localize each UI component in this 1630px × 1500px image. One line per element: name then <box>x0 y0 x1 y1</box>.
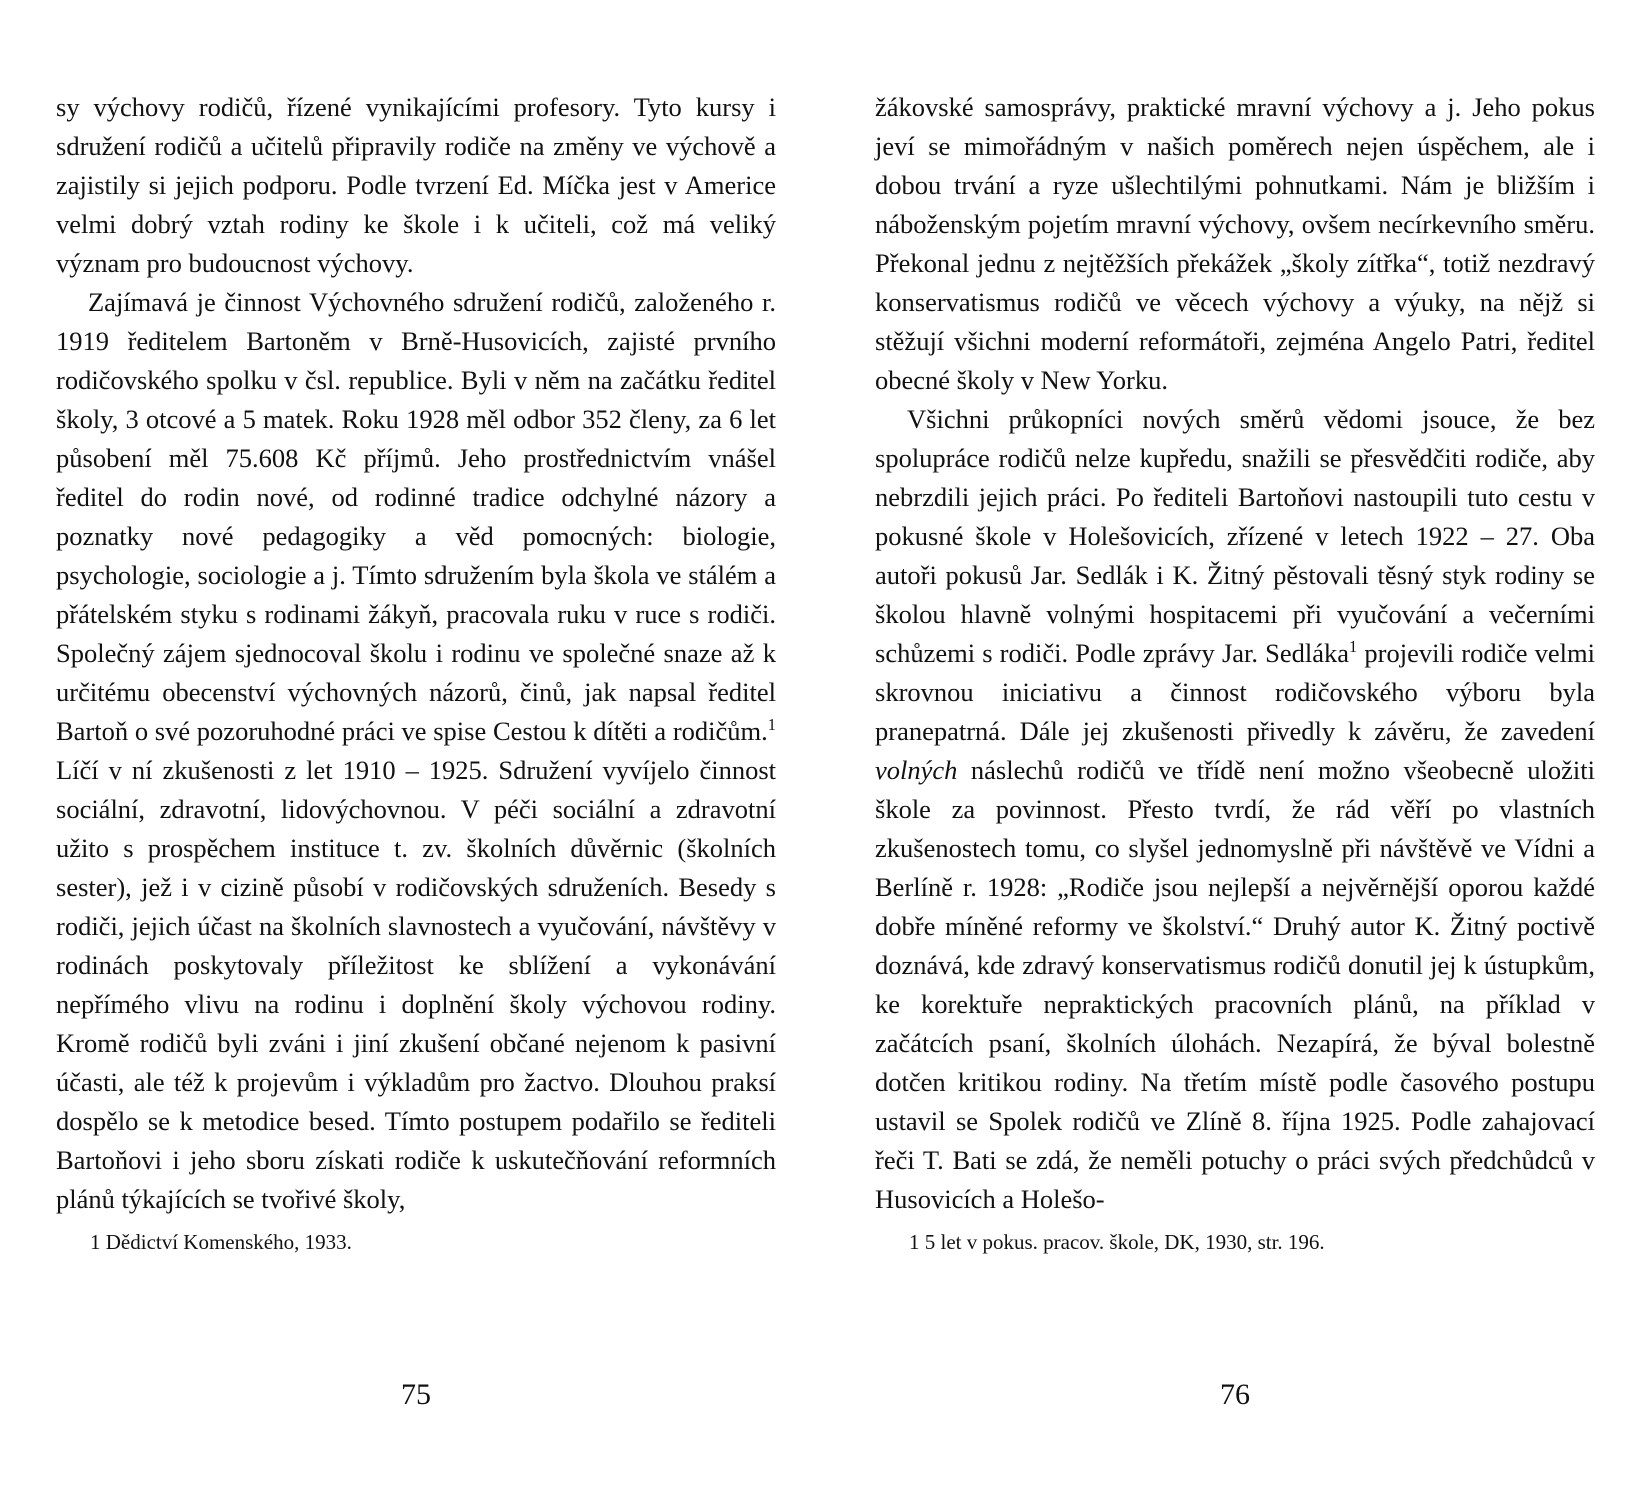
right-page-number: 76 <box>1220 1378 1250 1411</box>
left-page-number: 75 <box>401 1378 431 1411</box>
right-page <box>875 88 1595 1257</box>
right-page-body <box>875 88 1595 1219</box>
right-paragraph-2-text-a: Všichni průkopníci nových směrů vědomi jsouce, že bez spolupráce rodičů nelze kupředu, snažili se přesvědčiti rodiče, aby nebrzdili jejich práci. Po řediteli Bartoňovi nastoupili tuto cestu v pokusné škole v Holešovicích, zřízené v letech 1922 – 27. Oba autoři pokusů Jar. Sedlák i K. Žitný pěstovali těsný styk rodiny se školou hlavně volnými hospitacemi při vyučování a večerními schůzemi s rodiči. Podle zprávy Jar. Sedláka <box>875 404 1595 668</box>
footnote-reference: 1 <box>767 715 776 735</box>
footnote-reference: 1 <box>1349 637 1358 657</box>
left-footnote: 1 Dědictví Komenského, 1933. <box>90 1230 352 1254</box>
left-page <box>56 88 776 1257</box>
right-footnote: 1 5 let v pokus. pracov. škole, DK, 1930, str. 196. <box>909 1230 1325 1254</box>
right-paragraph-2-text-b: projevili rodiče velmi skrovnou iniciativu a činnost rodičovského výboru byla pranepatrná. Dále jej zkušenosti přivedly k závěru, že zavedení <box>875 638 1595 746</box>
right-paragraph-2 <box>875 400 1595 1219</box>
right-paragraph-2-text-c: náslechů rodičů ve třídě není možno všeobecně uložiti škole za povinnost. Přesto tvrdí, že rád věří po vlastních zkušenostech tomu, co slyšel jednomyslně při návštěvě ve Vídni a Berlíně r. 1928: „Rodiče jsou nejlepší a nejvěrnější oporou každé dobře míněné reformy ve školství.“ Druhý autor K. Žitný poctivě doznává, kde zdravý konservatismus rodičů donutil jej k ústupkům, ke korektuře nepraktických pracovních plánů, na příklad v začátcích psaní, školních úlohách. Nezapírá, že býval bolestně dotčen kritikou rodiny. Na třetím místě podle časového postupu ustavil se Spolek rodičů ve Zlíně 8. října 1925. Podle zahajovací řeči T. Bati se zdá, že neměli potuchy o práci svých předchůdců v Husovicích a Holešo- <box>875 755 1595 1214</box>
left-paragraph-2-text: Zajímavá je činnost Výchovného sdružení rodičů, založeného r. 1919 ředitelem Bartoněm v Brně-Husovicích, zajisté prvního rodičovského spolku v čsl. republice. Byli v něm na začátku ředitel školy, 3 otcové a 5 matek. Roku 1928 měl odbor 352 členy, za 6 let působení měl 75.608 Kč příjmů. Jeho prostřednictvím vnášel ředitel do rodin nové, od rodinné tradice odchylné názory a poznatky nové pedagogiky a věd pomocných: biologie, psychologie, sociologie a j. Tímto sdružením byla škola ve stálém a přátelském styku s rodinami žákyň, pracovala ruku v ruce s rodiči. Společný zájem sjednocoval školu i rodinu ve společné snaze až k určitému obecenství výchovných názorů, činů, jak napsal ředitel Bartoň o své pozoruhodné práci ve spise Cestou k dítěti a rodičům. <box>56 287 776 746</box>
italic-emphasis: volných <box>875 755 958 785</box>
left-paragraph-1: sy výchovy rodičů, řízené vynikajícími profesory. Tyto kursy i sdružení rodičů a učitelů připravily rodiče na změny ve výchově a zajistily si jejich podporu. Podle tvrzení Ed. Míčka jest v Americe velmi dobrý vztah rodiny ke škole i k učiteli, což má veliký význam pro budoucnost výchovy. <box>56 92 776 278</box>
left-page-body <box>56 88 776 1219</box>
left-paragraph-2 <box>56 283 776 1219</box>
right-paragraph-1: žákovské samosprávy, praktické mravní výchovy a j. Jeho pokus jeví se mimořádným v našich poměrech nejen úspěchem, ale i dobou trvání a ryze ušlechtilými pohnutkami. Nám je bližším i náboženským pojetím mravní výchovy, ovšem necírkevního směru. Překonal jednu z nejtěžších překážek „školy zítřka“, totiž nezdravý konservatismus rodičů ve věcech výchovy a výuky, na nějž si stěžují všichni moderní reformátoři, zejména Angelo Patri, ředitel obecné školy v New Yorku. <box>875 92 1595 395</box>
left-paragraph-2-continuation: Líčí v ní zkušenosti z let 1910 – 1925. Sdružení vyvíjelo činnost sociální, zdravotní, lidovýchovnou. V péči sociální a zdravotní užito s prospěchem instituce t. zv. školních důvěrnic (školních sester), jež i v cizině působí v rodičovských sdruženích. Besedy s rodiči, jejich účast na školních slavnostech a vyučování, návštěvy v rodinách poskytovaly příležitost ke sblížení a vykonávání nepřímého vlivu na rodinu i doplnění školy výchovou rodiny. Kromě rodičů byli zváni i jiní zkušení občané nejenom k pasivní účasti, ale též k projevům i výkladům pro žactvo. Dlouhou praksí dospělo se k metodice besed. Tímto postupem podařilo se řediteli Bartoňovi i jeho sboru získati rodiče k uskutečňování reformních plánů týkajících se tvořivé školy, <box>56 755 776 1214</box>
